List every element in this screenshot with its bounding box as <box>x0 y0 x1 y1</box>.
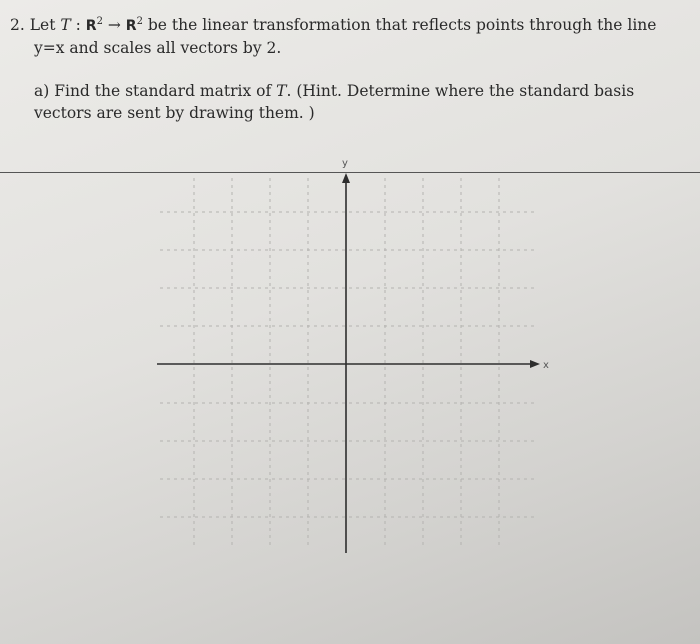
part-a-transformation-symbol: T <box>276 82 287 100</box>
problem-text-let: Let <box>29 16 61 34</box>
y-axis-arrowhead <box>342 173 350 183</box>
part-a-label: a) <box>34 82 50 100</box>
part-a-text-post: . (Hint. Determine where the standard basis vectors are sent by drawing them. ) <box>34 82 635 122</box>
problem-line-2: y=x and scales all vectors by 2. <box>34 39 282 57</box>
y-axis-label: y <box>342 158 348 169</box>
codomain-exponent: 2 <box>136 15 143 27</box>
codomain-symbol: R <box>125 18 137 34</box>
problem-text-description: be the linear transformation that reflects points through the line <box>142 16 657 34</box>
grid-lines <box>160 178 535 545</box>
transformation-symbol: T <box>60 16 71 34</box>
domain-symbol: R <box>85 18 97 34</box>
colon: : <box>70 16 86 34</box>
x-axis-label: x <box>543 360 549 371</box>
arrow-symbol: → <box>102 16 126 34</box>
x-axis-arrowhead <box>530 360 540 368</box>
part-a-text-pre: Find the standard matrix of <box>54 82 277 100</box>
problem-number: 2. <box>10 16 25 34</box>
domain-exponent: 2 <box>96 15 103 27</box>
